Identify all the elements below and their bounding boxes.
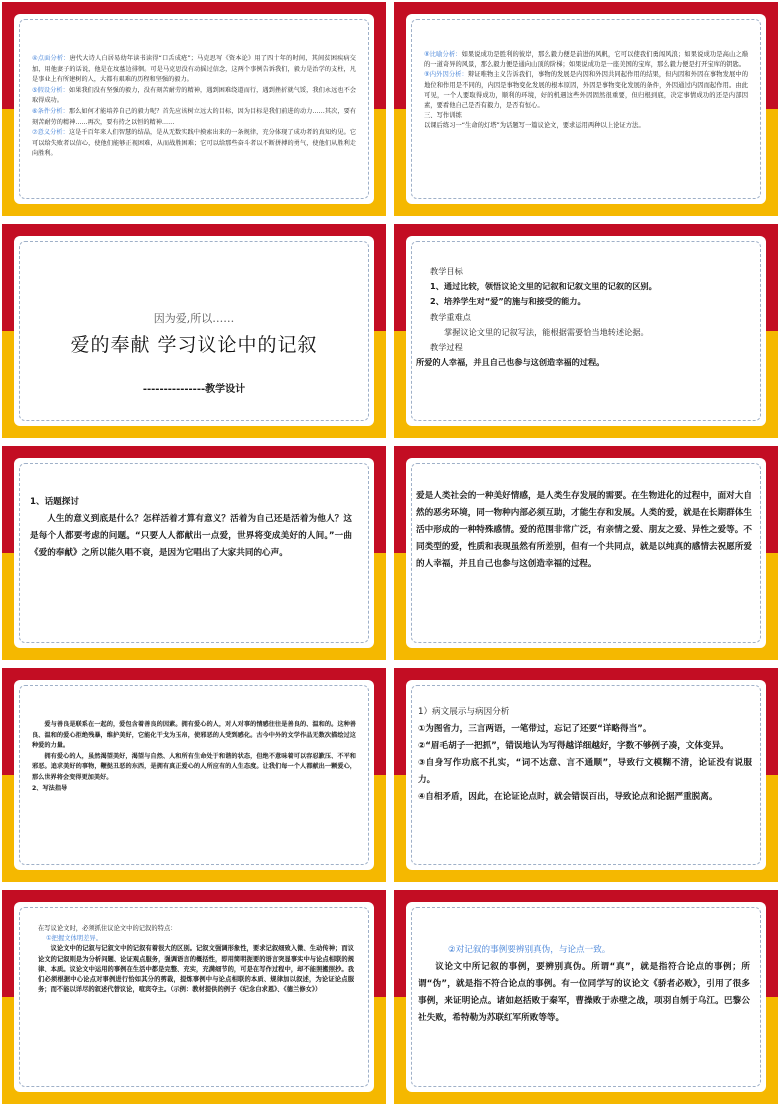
- key-point-text: 掌握议论文里的记叙写法，能根据需要恰当地转述论据。: [444, 326, 649, 337]
- slide-card: [14, 680, 374, 870]
- slide-5[interactable]: [2, 446, 386, 660]
- paragraph-text: 以课后练习一“生命的灯塔”为话题写一篇议论文，要求运用两种以上论证方法。: [424, 122, 645, 130]
- paragraph: [424, 70, 748, 111]
- slide-body: [38, 924, 354, 1082]
- section-heading: 1）病文展示与病因分析: [418, 707, 510, 717]
- paragraph-text: 这是千百年来人们智慧的结晶，是从无数实践中摸索出来的一条规律，充分体现了成功者的真知灼见。它可以给失败者以信心，使他们能够正视困难，从而战胜困难；它可以给那些奋斗者以不断拼搏的勇气，使他们从胜利走向胜利。: [32, 129, 356, 158]
- slide-card: [406, 236, 766, 426]
- paragraph-lead: ⑧比喻分析：: [424, 51, 462, 58]
- objective-item: 2、培养学生对“爱”的施与和接受的能力。: [430, 296, 586, 307]
- paragraph: [32, 107, 356, 128]
- list-item: ②“眉毛胡子一把抓”，错误地认为写得越详细越好，字数不够例子凑，文体变异。: [418, 741, 729, 751]
- slide-card: [406, 902, 766, 1092]
- paragraph-lead: ④点面分析：: [32, 55, 70, 62]
- intro-text: 在写议论文时，必须抓住议论文中的记叙的特点：: [38, 925, 177, 932]
- slide-card: [406, 458, 766, 648]
- title-block: [32, 236, 356, 426]
- slide-7[interactable]: [2, 668, 386, 882]
- list-item: ③自身写作功底不扎实，“词不达意、言不通顺”，导致行文模糊不清，论证没有说服力。: [418, 758, 752, 785]
- slide-body: [416, 264, 748, 416]
- slide-card: [14, 902, 374, 1092]
- point-label: ①把握文体明差异。: [46, 935, 103, 943]
- paragraph: [32, 54, 356, 86]
- slide-1[interactable]: [2, 2, 386, 216]
- slide-card: [406, 680, 766, 870]
- paragraph-text: 人生的意义到底是什么？怎样活着才算有意义？活着为自己还是活着为他人？这是每个人都要考虑的问题。“只要人人都献出一点爱，世界将变成美好的人间。”一曲《爱的奉献》之所以能久唱不衰，是因为它唱出了大家共同的心声。: [30, 514, 352, 558]
- slide-subtitle: 因为爱,所以……: [153, 312, 235, 325]
- paragraph-text: 议论文中的记叙与记叙文中的记叙有着很大的区别。记叙文强调形象性，要求记叙细致入微、生动传神；而议论文的记叙则是为分析问题、论证观点服务，强调语言的概括性，即用简明扼要的语言突显事实中与论点相联的规律、本质。议论文中运用的事例在生活中都是完整、充实，充满细节的，可是在写作过程中，却不能照搬照抄。我们必须根据中心论点对事例进行恰如其分的剪裁，提炼事例中与论点相联的本质、规律加以叙述，为论证论点服务；而不能以详尽的叙述代替议论，喧宾夺主。（示例：教材提供的例子《纪念白求恩》、《德兰修女》）: [38, 945, 354, 994]
- slide-8[interactable]: [394, 668, 778, 882]
- paragraph-text: 辩证唯物主义告诉我们，事物的发展是内因和外因共同起作用的结果，但内因和外因在事物发展中的地位和作用是不同的，内因是事物变化发展的根本原因，外因是事物变化发展的条件，外因通过内因而起作用。由此可见，一个人要取得成功，顺利的环境，好的机遇这些外因固然很重要，但归根到底，决定事情成功的还是内部因素，要看他自己是否有毅力，是否有恒心。: [424, 71, 748, 110]
- heading-objectives: 教学目标: [430, 266, 463, 276]
- section-heading: 1、话题探讨: [30, 497, 79, 507]
- slide-card: [14, 458, 374, 648]
- paragraph: [32, 86, 356, 107]
- paragraph-text: 唐代大诗人白居易幼年读书读得“口舌成疮”；马克思写《资本论》用了四十年的时间，其间贫困疾病交加，用他妻子的话说，他是在坟墓边徘徊。可是马克思没有动摇过信念，这两个事例告诉我们，毅力是治学的支柱，凡是事业上有所建树的人，大都有艰难的历程和坚强的毅力。: [32, 55, 356, 84]
- slide-title: 爱的奉献 学习议论中的记叙: [70, 334, 318, 356]
- paragraph-lead: ⑦意义分析：: [32, 129, 69, 137]
- slide-9[interactable]: [2, 890, 386, 1104]
- slide-card: [14, 236, 374, 426]
- paragraph-text: 如果说成功是胜利的彼岸，那么毅力便是前进的风帆，它可以使我们勇闯风浪；如果说成功是高山之巅的一道奇异的风景，那么毅力便是通向山顶的阶梯；如果说成功是一座美国的宝库，那么毅力便是打开宝库的钥匙。: [424, 51, 748, 69]
- heading-process: 教学过程: [430, 342, 463, 353]
- slide-card: [14, 14, 374, 204]
- paragraph-text: 爱与善良是联系在一起的，爱包含着善良的因素。拥有爱心的人，对人对事的情感往往是善良的、温和的。这种善良、温和的爱心拒绝残暴，维护美好，它能化干戈为玉帛，使邪恶的人受到感化。古今中外的文学作品无数次描绘过这种爱的力量。: [32, 721, 356, 750]
- section-heading: 三、写作训练: [424, 112, 462, 120]
- slide-body: [424, 50, 748, 194]
- slide-6[interactable]: [394, 446, 778, 660]
- slide-body: [32, 720, 356, 860]
- design-label: ---------------教学设计: [142, 384, 246, 395]
- slide-body: [418, 942, 750, 1082]
- slide-3[interactable]: [2, 224, 386, 438]
- objective-item: 1、通过比较，领悟议论文里的记叙和记叙文里的记叙的区别。: [430, 281, 657, 292]
- slide-10[interactable]: [394, 890, 778, 1104]
- list-item: ④自相矛盾，因此，在论证论点时，就会错误百出，导致论点和论据严重脱离。: [418, 792, 718, 802]
- paragraph-lead: ⑤假设分析：: [32, 86, 69, 94]
- paragraph-lead: ⑥条件分析：: [32, 107, 69, 115]
- slide-4[interactable]: [394, 224, 778, 438]
- paragraph-text: 那么如何才能培养自己的毅力呢？首先应该树立远大的目标，因为目标是我们前进的动力……其次，要有刻苦耐劳的精神……再次，要有持之以恒的精神……: [32, 107, 356, 126]
- list-item: ①为图省力，三言两语，一笔带过，忘记了还要“详略得当”。: [418, 724, 652, 734]
- slide-body: [418, 704, 752, 860]
- process-text: 所爱的人幸福，并且自己也参与这创造幸福的过程。: [416, 357, 605, 368]
- slide-body: [416, 488, 752, 638]
- slide-body: [32, 54, 356, 194]
- paragraph-text: 拥有爱心的人，虽然渴望美好，渴望与自然、人和所有生命处于和谐的状态，但绝不意味着可以容忍歉压、不平和邪恶。追求美好的事物，鞭挞丑恶的东西，是拥有真正爱心的人所应有的人生态度。让我们每一个人都献出一颗爱心，那么世界将会变得更加美好。: [32, 752, 356, 781]
- section-heading: 2、写法指导: [32, 784, 68, 792]
- paragraph-lead: ⑨内外因分析：: [424, 71, 468, 79]
- slide-card: [406, 14, 766, 204]
- paragraph: [424, 50, 748, 70]
- heading-key-points: 教学重难点: [430, 311, 471, 322]
- point-label: ②对记叙的事例要辨别真伪，与论点一致。: [448, 945, 611, 955]
- paragraph-text: 议论文中所记叙的事例，要辨别真伪。所谓“真”，就是指符合论点的事例；所谓“伪”，就是指不符合论点的事例。有一位同学写的议论文《骄者必败》，引用了很多事例，来证明论点。诸如赵括败于秦军，曹操败于赤壁之战，项羽自刎于乌江。巴黎公社失败，希特勒为苏联红军所败等等。: [418, 962, 750, 1023]
- paragraph: [32, 128, 356, 160]
- paragraph-text: 爱是人类社会的一种美好情感，是人类生存发展的需要。在生物进化的过程中，面对大自然的恶劣环境，同一物种内部必须互助，才能生存和发展。人类的爱，就是在长期群体生活中形成的一种特殊感情。爱的范围非常广泛，有亲情之爱、朋友之爱、异性之爱等。不同类型的爱，性质和表现虽然有所差别，但有一个共同点，就是以纯真的感情去祝愿所爱的人幸福，并且自己也参与这创造幸福的过程。: [416, 491, 752, 569]
- slide-body: [30, 494, 352, 638]
- paragraph-text: 如果我们没有坚强的毅力，没有刻苦耐劳的精神，遇到困难绕道而行，遇到挫折就气馁，我们永远也不会取得成功。: [32, 86, 356, 105]
- slide-2[interactable]: [394, 2, 778, 216]
